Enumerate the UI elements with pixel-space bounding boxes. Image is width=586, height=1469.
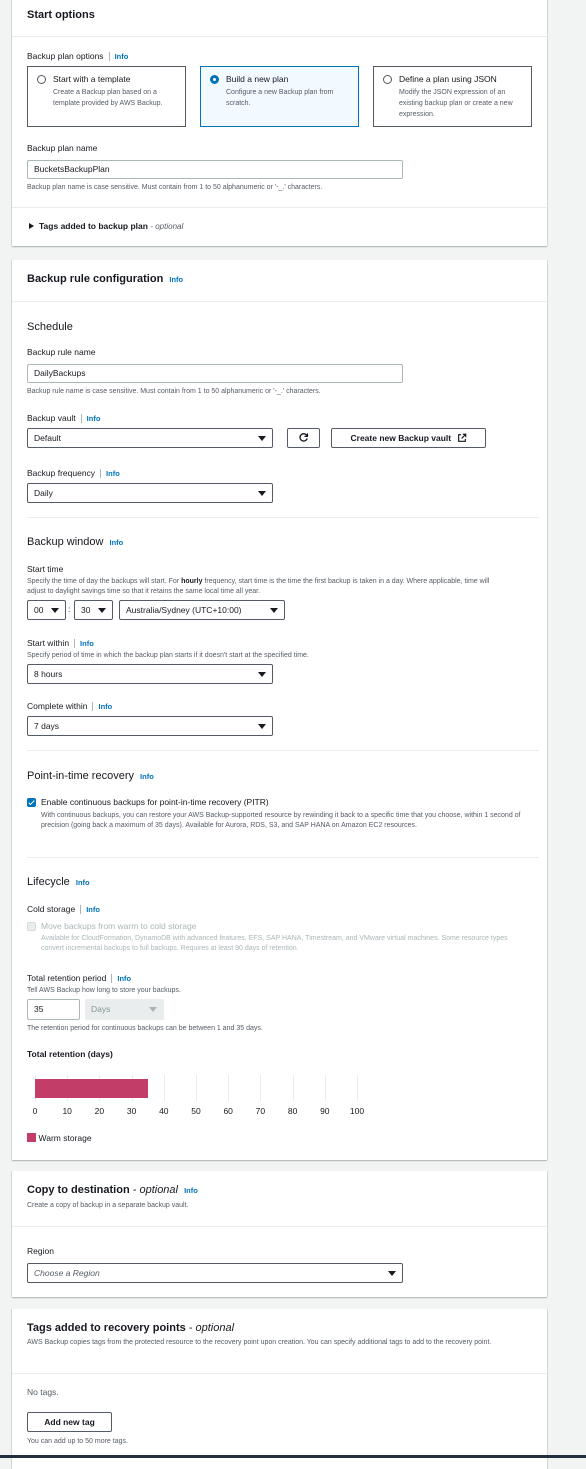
caret-down-icon bbox=[149, 1007, 157, 1012]
chart-gridline bbox=[228, 1075, 229, 1101]
recovery-tags-desc: AWS Backup copies tags from the protected resource to the recovery point upon creation. You can specify additional tags to add to the recovery point. bbox=[27, 1339, 492, 1346]
chart-tick-label: 20 bbox=[94, 1106, 105, 1116]
radio-button[interactable] bbox=[37, 75, 46, 84]
info-link[interactable]: Info bbox=[109, 538, 124, 547]
complete-within-label: Complete within Info bbox=[27, 701, 113, 711]
caret-down-icon bbox=[270, 608, 278, 613]
rule-name-label: Backup rule name bbox=[27, 347, 96, 357]
chart-tick-label: 90 bbox=[320, 1106, 330, 1116]
info-link[interactable]: Info bbox=[98, 702, 113, 711]
tile-title: Build a new plan bbox=[226, 74, 289, 84]
complete-within-select[interactable]: 7 days bbox=[27, 716, 273, 736]
no-tags-text: No tags. bbox=[27, 1387, 59, 1397]
retention-hint: The retention period for continuous backups can be between 1 and 35 days. bbox=[27, 1025, 263, 1032]
tags-backup-plan-expander[interactable]: Tags added to backup plan - optional bbox=[29, 221, 183, 231]
backup-rule-title: Backup rule configuration Info bbox=[27, 273, 184, 285]
chart-bar-warm-storage bbox=[35, 1079, 148, 1098]
chart-tick-label: 30 bbox=[126, 1106, 137, 1116]
time-colon: : bbox=[68, 604, 71, 614]
tile-start-with-template[interactable] bbox=[27, 66, 186, 127]
refresh-icon bbox=[298, 432, 309, 443]
refresh-vaults-button[interactable] bbox=[287, 428, 320, 448]
chart-tick-label: 100 bbox=[349, 1106, 365, 1116]
start-options-title: Start options bbox=[27, 9, 95, 21]
create-vault-button[interactable]: Create new Backup vault bbox=[331, 428, 486, 448]
pitr-checkbox[interactable] bbox=[27, 798, 36, 807]
vault-label: Backup vault Info bbox=[27, 413, 101, 423]
region-select[interactable]: Choose a Region bbox=[27, 1263, 403, 1283]
start-within-label: Start within Info bbox=[27, 638, 94, 648]
chart-gridline bbox=[164, 1075, 165, 1101]
caret-right-icon bbox=[29, 223, 34, 229]
info-link[interactable]: Info bbox=[80, 639, 94, 648]
chart-gridline bbox=[196, 1075, 197, 1101]
pitr-checkbox-label[interactable]: Enable continuous backups for point-in-time recovery (PITR) bbox=[41, 797, 269, 807]
radio-button[interactable] bbox=[383, 75, 392, 84]
caret-down-icon bbox=[258, 436, 266, 441]
minute-select[interactable]: 30 bbox=[74, 600, 113, 620]
caret-down-icon bbox=[258, 672, 266, 677]
cold-storage-checkbox[interactable] bbox=[27, 922, 36, 931]
rule-name-hint: Backup rule name is case sensitive. Must contain from 1 to 50 alphanumeric or '-_.' characters. bbox=[27, 388, 321, 395]
chart-tick-label: 40 bbox=[159, 1106, 169, 1116]
info-link[interactable]: Info bbox=[114, 52, 129, 61]
schedule-heading: Schedule bbox=[27, 321, 73, 333]
external-link-icon bbox=[457, 433, 467, 443]
frequency-select[interactable]: Daily bbox=[27, 483, 273, 503]
caret-down-icon bbox=[258, 491, 266, 496]
chart-tick-label: 70 bbox=[255, 1106, 266, 1116]
info-link[interactable]: Info bbox=[86, 414, 101, 423]
info-link[interactable]: Info bbox=[184, 1186, 198, 1195]
tile-description: Configure a new Backup plan from scratch. bbox=[226, 89, 334, 107]
plan-name-input[interactable]: BucketsBackupPlan bbox=[27, 160, 403, 179]
retention-unit-select: Days bbox=[85, 999, 164, 1020]
cold-storage-desc: Available for CloudFormation, DynamoDB with advanced features, EFS, SAP HANA, Timestream, and VMware virtual machines. Some resource types convert incremental backups to full backups. Requires at least 90 days of retention. bbox=[41, 935, 508, 952]
cold-storage-label: Cold storage Info bbox=[27, 904, 100, 914]
retention-desc: Tell AWS Backup how long to store your backups. bbox=[27, 987, 181, 994]
chart-tick-label: 0 bbox=[32, 1106, 38, 1116]
pitr-desc: With continuous backups, you can restore your AWS Backup-supported resource by rewinding it back to a specific time that you choose, within 1 second of precision (going back a maximum of 35 days). Available for Aurora, RDS, S3, and SAP HANA on Amazon EC2 resources. bbox=[41, 812, 521, 829]
plan-name-hint: Backup plan name is case sensitive. Must contain from 1 to 50 alphanumeric or '-_.' characters. bbox=[27, 184, 323, 191]
caret-down-icon bbox=[98, 608, 106, 613]
info-link[interactable]: Info bbox=[106, 469, 120, 478]
retention-input[interactable]: 35 bbox=[27, 999, 80, 1020]
caret-down-icon bbox=[258, 724, 266, 729]
info-link[interactable]: Info bbox=[140, 772, 154, 781]
backup-window-heading: Backup window Info bbox=[27, 536, 124, 548]
chart-tick-label: 50 bbox=[191, 1106, 201, 1116]
caret-down-icon bbox=[51, 608, 59, 613]
pitr-heading: Point-in-time recovery Info bbox=[27, 770, 154, 782]
info-link[interactable]: Info bbox=[75, 878, 90, 887]
timezone-select[interactable]: Australia/Sydney (UTC+10:00) bbox=[119, 600, 285, 620]
chart-title: Total retention (days) bbox=[27, 1049, 113, 1059]
hour-select[interactable]: 00 bbox=[27, 600, 66, 620]
start-time-desc: Specify the time of day the backups will start. For hourly frequency, start time is the time the first backup is taken in a day. Where applicable, time will adjust to daylight savings time so that it retains the same local time all year. bbox=[27, 578, 490, 595]
tile-build-new-plan[interactable] bbox=[200, 66, 359, 127]
add-tag-hint: You can add up to 50 more tags. bbox=[27, 1438, 128, 1445]
caret-down-icon bbox=[388, 1271, 396, 1276]
cold-storage-checkbox-label[interactable]: Move backups from warm to cold storage bbox=[41, 921, 197, 931]
plan-name-label: Backup plan name bbox=[27, 143, 98, 153]
vault-select[interactable]: Default bbox=[27, 428, 273, 448]
copy-destination-desc: Create a copy of backup in a separate backup vault. bbox=[27, 1202, 189, 1209]
chart-gridline bbox=[325, 1075, 326, 1101]
add-new-tag-button[interactable]: Add new tag bbox=[27, 1412, 112, 1432]
tile-title: Define a plan using JSON bbox=[399, 74, 497, 84]
recovery-tags-title: Tags added to recovery points - optional bbox=[27, 1322, 235, 1334]
radio-button-selected[interactable] bbox=[210, 75, 219, 84]
chart-gridline bbox=[260, 1075, 261, 1101]
rule-name-input[interactable]: DailyBackups bbox=[27, 364, 403, 383]
chart-legend bbox=[27, 1133, 92, 1143]
frequency-label: Backup frequency Info bbox=[27, 468, 120, 478]
tile-description: Modify the JSON expression of an existing backup plan or create a new expression. bbox=[399, 89, 513, 118]
chart-tick-label: 60 bbox=[223, 1106, 233, 1116]
legend-label: Warm storage bbox=[38, 1133, 92, 1143]
info-link[interactable]: Info bbox=[86, 905, 100, 914]
chart-gridline bbox=[293, 1075, 294, 1101]
copy-destination-title: Copy to destination - optional Info bbox=[27, 1184, 198, 1196]
retention-label: Total retention period Info bbox=[27, 973, 132, 983]
backup-plan-options-label: Backup plan options Info bbox=[27, 51, 129, 61]
lifecycle-heading: Lifecycle Info bbox=[27, 876, 90, 888]
legend-swatch bbox=[27, 1133, 36, 1142]
tile-title: Start with a template bbox=[53, 74, 131, 84]
tile-description: Create a Backup plan based on a template provided by AWS Backup. bbox=[53, 89, 163, 107]
info-link[interactable]: Info bbox=[169, 275, 184, 284]
chart-tick-label: 80 bbox=[287, 1106, 298, 1116]
region-label: Region bbox=[27, 1246, 54, 1256]
tile-define-json[interactable] bbox=[373, 66, 532, 127]
start-within-select[interactable]: 8 hours bbox=[27, 664, 273, 684]
chart-tick-label: 10 bbox=[62, 1106, 72, 1116]
chart-gridline bbox=[357, 1075, 358, 1101]
start-within-desc: Specify period of time in which the backup plan starts if it doesn't start at the specified time. bbox=[27, 652, 309, 659]
start-time-label: Start time bbox=[27, 564, 64, 574]
info-link[interactable]: Info bbox=[117, 974, 132, 983]
